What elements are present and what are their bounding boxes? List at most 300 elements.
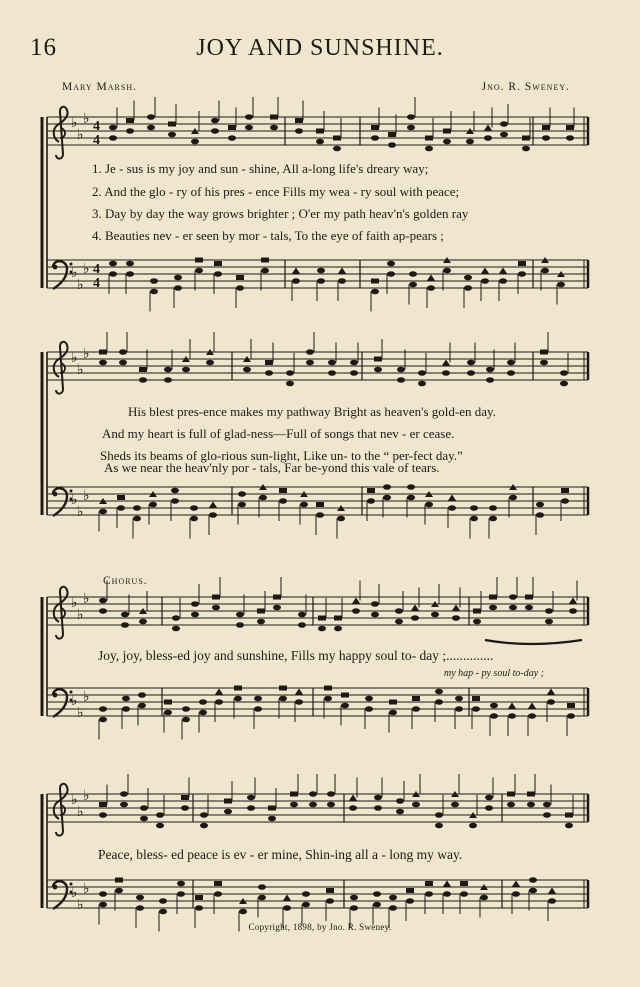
note-head <box>338 278 346 284</box>
verse-1-line-2: His blest pres-ence makes my pathway Bright as heaven's gold-en day. <box>128 404 496 419</box>
bass-staff <box>47 484 588 539</box>
note-head <box>283 895 291 901</box>
note-head <box>484 135 492 141</box>
note-head <box>407 484 415 490</box>
note-head <box>333 146 341 152</box>
note-head <box>126 118 134 123</box>
sheet-music-notation: ♭ ♭ ♭ 4444 <box>0 0 640 987</box>
note-head <box>418 381 426 387</box>
note-head <box>349 805 357 811</box>
note-head <box>258 884 266 890</box>
note-head <box>99 717 107 723</box>
note-head <box>406 888 414 893</box>
note-head <box>470 505 478 511</box>
note-head <box>418 370 426 376</box>
note-head <box>435 699 443 705</box>
note-head <box>236 285 244 291</box>
note-head <box>389 700 397 705</box>
note-head <box>133 516 141 522</box>
note-head <box>261 258 269 263</box>
note-head <box>407 125 415 131</box>
note-head <box>115 878 123 883</box>
note-head <box>341 693 349 698</box>
note-head <box>214 261 222 266</box>
note-head <box>455 706 463 712</box>
note-head <box>247 795 255 801</box>
note-head <box>122 706 130 712</box>
note-head <box>508 713 516 719</box>
note-head <box>254 696 262 702</box>
note-head <box>464 275 472 281</box>
note-head <box>156 812 164 818</box>
note-head <box>121 622 129 628</box>
note-head <box>460 881 468 886</box>
note-head <box>224 799 232 804</box>
note-head <box>509 594 517 600</box>
note-head <box>545 619 553 625</box>
note-group <box>99 484 569 539</box>
note-head <box>547 689 555 695</box>
treble-staff <box>47 332 588 394</box>
note-head <box>395 608 403 614</box>
note-head <box>435 812 443 818</box>
music-root <box>42 97 588 932</box>
note-head <box>481 278 489 284</box>
note-head <box>528 703 536 709</box>
note-head <box>99 706 107 712</box>
note-head <box>486 367 494 373</box>
note-head <box>139 367 147 372</box>
hymn-title: JOY AND SUNSHINE. <box>196 35 444 61</box>
note-group <box>99 686 575 740</box>
note-head <box>126 261 134 267</box>
note-head <box>560 381 568 387</box>
note-head <box>119 360 127 366</box>
note-head <box>316 502 324 507</box>
note-head <box>507 792 515 797</box>
verse-2-line-2: And my heart is full of glad-ness—Full of songs that nev - er cease. <box>102 426 455 441</box>
note-head <box>171 498 179 504</box>
note-head <box>156 823 164 829</box>
note-head <box>181 795 189 800</box>
note-head <box>512 891 520 897</box>
note-head <box>412 802 420 808</box>
note-head <box>164 710 172 716</box>
time-signature-bottom: 4 <box>93 276 100 291</box>
note-head <box>228 125 236 130</box>
note-head <box>396 809 404 815</box>
note-head <box>268 806 276 811</box>
note-head <box>279 696 287 702</box>
note-head <box>545 608 553 614</box>
note-head <box>518 261 526 266</box>
note-head <box>164 367 172 373</box>
note-head <box>411 615 419 621</box>
note-head <box>566 125 574 130</box>
note-head <box>467 370 475 376</box>
note-head <box>164 377 172 383</box>
note-head <box>159 909 167 915</box>
note-head <box>265 370 273 376</box>
note-head <box>238 491 246 497</box>
note-head <box>147 125 155 131</box>
note-head <box>371 601 379 607</box>
note-head <box>435 823 443 829</box>
note-head <box>195 895 203 900</box>
note-head <box>120 791 128 797</box>
note-head <box>427 275 435 281</box>
note-head <box>443 129 451 134</box>
note-head <box>567 703 575 708</box>
note-head <box>190 505 198 511</box>
note-head <box>383 484 391 490</box>
note-head <box>306 349 314 355</box>
note-head <box>150 289 158 295</box>
note-head <box>389 895 397 901</box>
note-head <box>451 802 459 808</box>
note-head <box>365 696 373 702</box>
note-head <box>500 132 508 138</box>
note-head <box>99 802 107 807</box>
note-head <box>234 686 242 691</box>
note-head <box>566 135 574 141</box>
note-head <box>191 139 199 145</box>
verse-1-line-1: 1. Je - sus is my joy and sun - shine, All a-long life's dreary way; <box>92 161 429 176</box>
bass-clef-icon <box>53 488 73 516</box>
note-head <box>472 696 480 701</box>
chorus-line-1: Joy, joy, bless-ed joy and sunshine, Fills my happy soul to- day ;.............. <box>98 648 494 663</box>
note-head <box>480 895 488 901</box>
note-head <box>525 595 533 600</box>
treble-staff <box>47 97 588 159</box>
note-head <box>328 370 336 376</box>
note-head <box>407 495 415 501</box>
note-head <box>273 595 281 600</box>
note-head <box>327 802 335 808</box>
note-head <box>133 505 141 511</box>
note-head <box>529 877 537 883</box>
note-head <box>371 125 379 130</box>
note-head <box>540 350 548 355</box>
note-head <box>200 823 208 829</box>
note-head <box>261 268 269 274</box>
time-signature-bottom: 4 <box>93 133 100 148</box>
note-head <box>443 891 451 897</box>
note-head <box>268 816 276 822</box>
note-head <box>214 891 222 897</box>
note-head <box>411 605 419 611</box>
note-head <box>557 282 565 288</box>
note-head <box>190 516 198 522</box>
note-head <box>200 812 208 818</box>
note-head <box>177 881 185 887</box>
tie-slur <box>485 640 582 644</box>
note-head <box>136 895 144 901</box>
note-head <box>295 118 303 123</box>
note-head <box>406 898 414 904</box>
note-head <box>350 370 358 376</box>
note-head <box>126 128 134 134</box>
note-head <box>371 289 379 295</box>
note-head <box>397 377 405 383</box>
note-head <box>470 516 478 522</box>
note-head <box>215 689 223 695</box>
note-head <box>569 608 577 614</box>
note-head <box>257 619 265 625</box>
note-head <box>199 710 207 716</box>
note-head <box>452 605 460 611</box>
note-head <box>174 275 182 281</box>
note-head <box>522 146 530 152</box>
note-head <box>117 505 125 511</box>
note-head <box>295 699 303 705</box>
note-head <box>435 689 443 695</box>
note-head <box>367 488 375 493</box>
note-head <box>138 703 146 709</box>
note-head <box>182 717 190 723</box>
note-head <box>258 895 266 901</box>
note-head <box>467 360 475 366</box>
note-head <box>211 128 219 134</box>
note-head <box>122 696 130 702</box>
note-head <box>306 360 314 366</box>
chorus-label: Chorus. <box>103 575 148 587</box>
note-head <box>119 349 127 355</box>
note-head <box>99 598 107 604</box>
bass-clef-icon <box>53 881 73 909</box>
verse-4-line-1: 4. Beauties nev - er seen by mor - tals, To the eye of faith ap-pears ; <box>92 228 444 243</box>
note-head <box>548 898 556 904</box>
note-head <box>209 502 217 508</box>
note-head <box>317 268 325 274</box>
note-head <box>409 271 417 277</box>
note-head <box>407 114 415 120</box>
note-head <box>195 258 203 263</box>
note-head <box>466 139 474 145</box>
note-head <box>536 502 544 508</box>
time-signature-top: 4 <box>93 119 100 134</box>
note-head <box>238 502 246 508</box>
note-head <box>117 495 125 500</box>
note-head <box>115 888 123 894</box>
note-head <box>561 498 569 504</box>
note-head <box>109 125 117 131</box>
note-head <box>228 135 236 141</box>
note-head <box>290 802 298 808</box>
note-head <box>508 703 516 709</box>
note-head <box>443 139 451 145</box>
note-head <box>383 495 391 501</box>
note-head <box>302 902 310 908</box>
note-head <box>164 700 172 705</box>
note-head <box>209 512 217 518</box>
note-head <box>109 261 117 267</box>
note-head <box>365 706 373 712</box>
note-head <box>425 891 433 897</box>
note-head <box>425 146 433 152</box>
note-head <box>473 609 481 614</box>
note-head <box>543 812 551 818</box>
note-head <box>541 268 549 274</box>
note-head <box>109 271 117 277</box>
note-head <box>245 114 253 120</box>
note-head <box>243 367 251 373</box>
note-head <box>177 891 185 897</box>
note-head <box>489 516 497 522</box>
note-head <box>334 616 342 621</box>
note-head <box>337 516 345 522</box>
note-head <box>99 350 107 355</box>
note-head <box>338 268 346 274</box>
note-head <box>99 902 107 908</box>
note-head <box>489 605 497 611</box>
note-head <box>214 881 222 886</box>
note-head <box>265 360 273 365</box>
note-head <box>507 370 515 376</box>
note-head <box>543 802 551 808</box>
note-head <box>560 370 568 376</box>
note-head <box>328 360 336 366</box>
note-head <box>292 268 300 274</box>
note-head <box>388 142 396 148</box>
note-head <box>500 121 508 127</box>
treble-clef-icon <box>54 587 68 639</box>
note-head <box>286 381 294 387</box>
note-head <box>490 703 498 709</box>
note-head <box>318 626 326 632</box>
note-head <box>542 135 550 141</box>
note-head <box>387 261 395 267</box>
note-head <box>159 898 167 904</box>
note-head <box>547 699 555 705</box>
note-head <box>540 360 548 366</box>
chorus-line-2: Peace, bless- ed peace is ev - er mine, Shin-ing all a - long my way. <box>98 847 463 862</box>
note-head <box>442 360 450 366</box>
note-head <box>499 278 507 284</box>
note-head <box>138 692 146 698</box>
note-head <box>455 696 463 702</box>
note-head <box>425 881 433 886</box>
note-head <box>298 622 306 628</box>
note-head <box>236 622 244 628</box>
note-head <box>292 278 300 284</box>
note-head <box>387 271 395 277</box>
note-head <box>302 891 310 897</box>
note-head <box>295 689 303 695</box>
note-head <box>168 132 176 138</box>
note-head <box>371 135 379 141</box>
note-head <box>509 495 517 501</box>
note-head <box>349 795 357 801</box>
note-head <box>367 498 375 504</box>
note-head <box>174 285 182 291</box>
note-head <box>460 891 468 897</box>
note-head <box>236 612 244 618</box>
note-head <box>247 805 255 811</box>
treble-staff <box>47 774 588 836</box>
note-head <box>472 706 480 712</box>
note-head <box>316 129 324 134</box>
note-head <box>350 360 358 366</box>
chorus-echo-line: my hap - py soul to-day ; <box>444 668 544 679</box>
note-head <box>473 619 481 625</box>
note-head <box>527 792 535 797</box>
copyright-notice: Copyright, 1898, by Jno. R. Sweney. <box>248 922 392 932</box>
note-head <box>373 891 381 897</box>
system-1 <box>42 97 588 312</box>
note-head <box>283 905 291 911</box>
note-head <box>486 377 494 383</box>
note-head <box>99 812 107 818</box>
note-head <box>309 802 317 808</box>
note-head <box>286 370 294 376</box>
note-head <box>172 626 180 632</box>
note-head <box>279 498 287 504</box>
note-head <box>374 795 382 801</box>
note-head <box>442 370 450 376</box>
note-head <box>431 612 439 618</box>
note-head <box>99 608 107 614</box>
note-head <box>334 626 342 632</box>
note-head <box>529 888 537 894</box>
bass-staff <box>47 686 588 740</box>
note-head <box>195 905 203 911</box>
note-head <box>316 139 324 145</box>
note-head <box>425 136 433 141</box>
note-head <box>140 805 148 811</box>
note-head <box>469 823 477 829</box>
note-head <box>565 813 573 818</box>
note-head <box>341 703 349 709</box>
note-head <box>147 114 155 120</box>
time-signature-top: 4 <box>93 262 100 277</box>
note-head <box>525 605 533 611</box>
note-head <box>257 609 265 614</box>
note-head <box>565 823 573 829</box>
note-head <box>199 699 207 705</box>
note-head <box>527 802 535 808</box>
note-head <box>350 895 358 901</box>
note-head <box>211 118 219 124</box>
note-head <box>443 881 451 887</box>
note-head <box>522 136 530 141</box>
note-head <box>324 696 332 702</box>
note-head <box>149 502 157 508</box>
note-head <box>489 595 497 600</box>
note-head <box>528 713 536 719</box>
note-head <box>374 367 382 373</box>
note-head <box>139 619 147 625</box>
note-head <box>443 268 451 274</box>
treble-clef-icon <box>54 784 68 836</box>
note-head <box>270 115 278 120</box>
note-head <box>298 612 306 618</box>
note-head <box>195 268 203 274</box>
note-head <box>542 125 550 130</box>
note-head <box>259 495 267 501</box>
note-head <box>234 696 242 702</box>
note-head <box>182 706 190 712</box>
note-head <box>396 798 404 804</box>
note-head <box>273 605 281 611</box>
page-number: 16 <box>30 34 57 61</box>
note-head <box>412 706 420 712</box>
note-head <box>507 802 515 808</box>
note-head <box>536 512 544 518</box>
note-head <box>295 128 303 134</box>
note-group <box>109 257 565 312</box>
note-head <box>352 598 360 604</box>
